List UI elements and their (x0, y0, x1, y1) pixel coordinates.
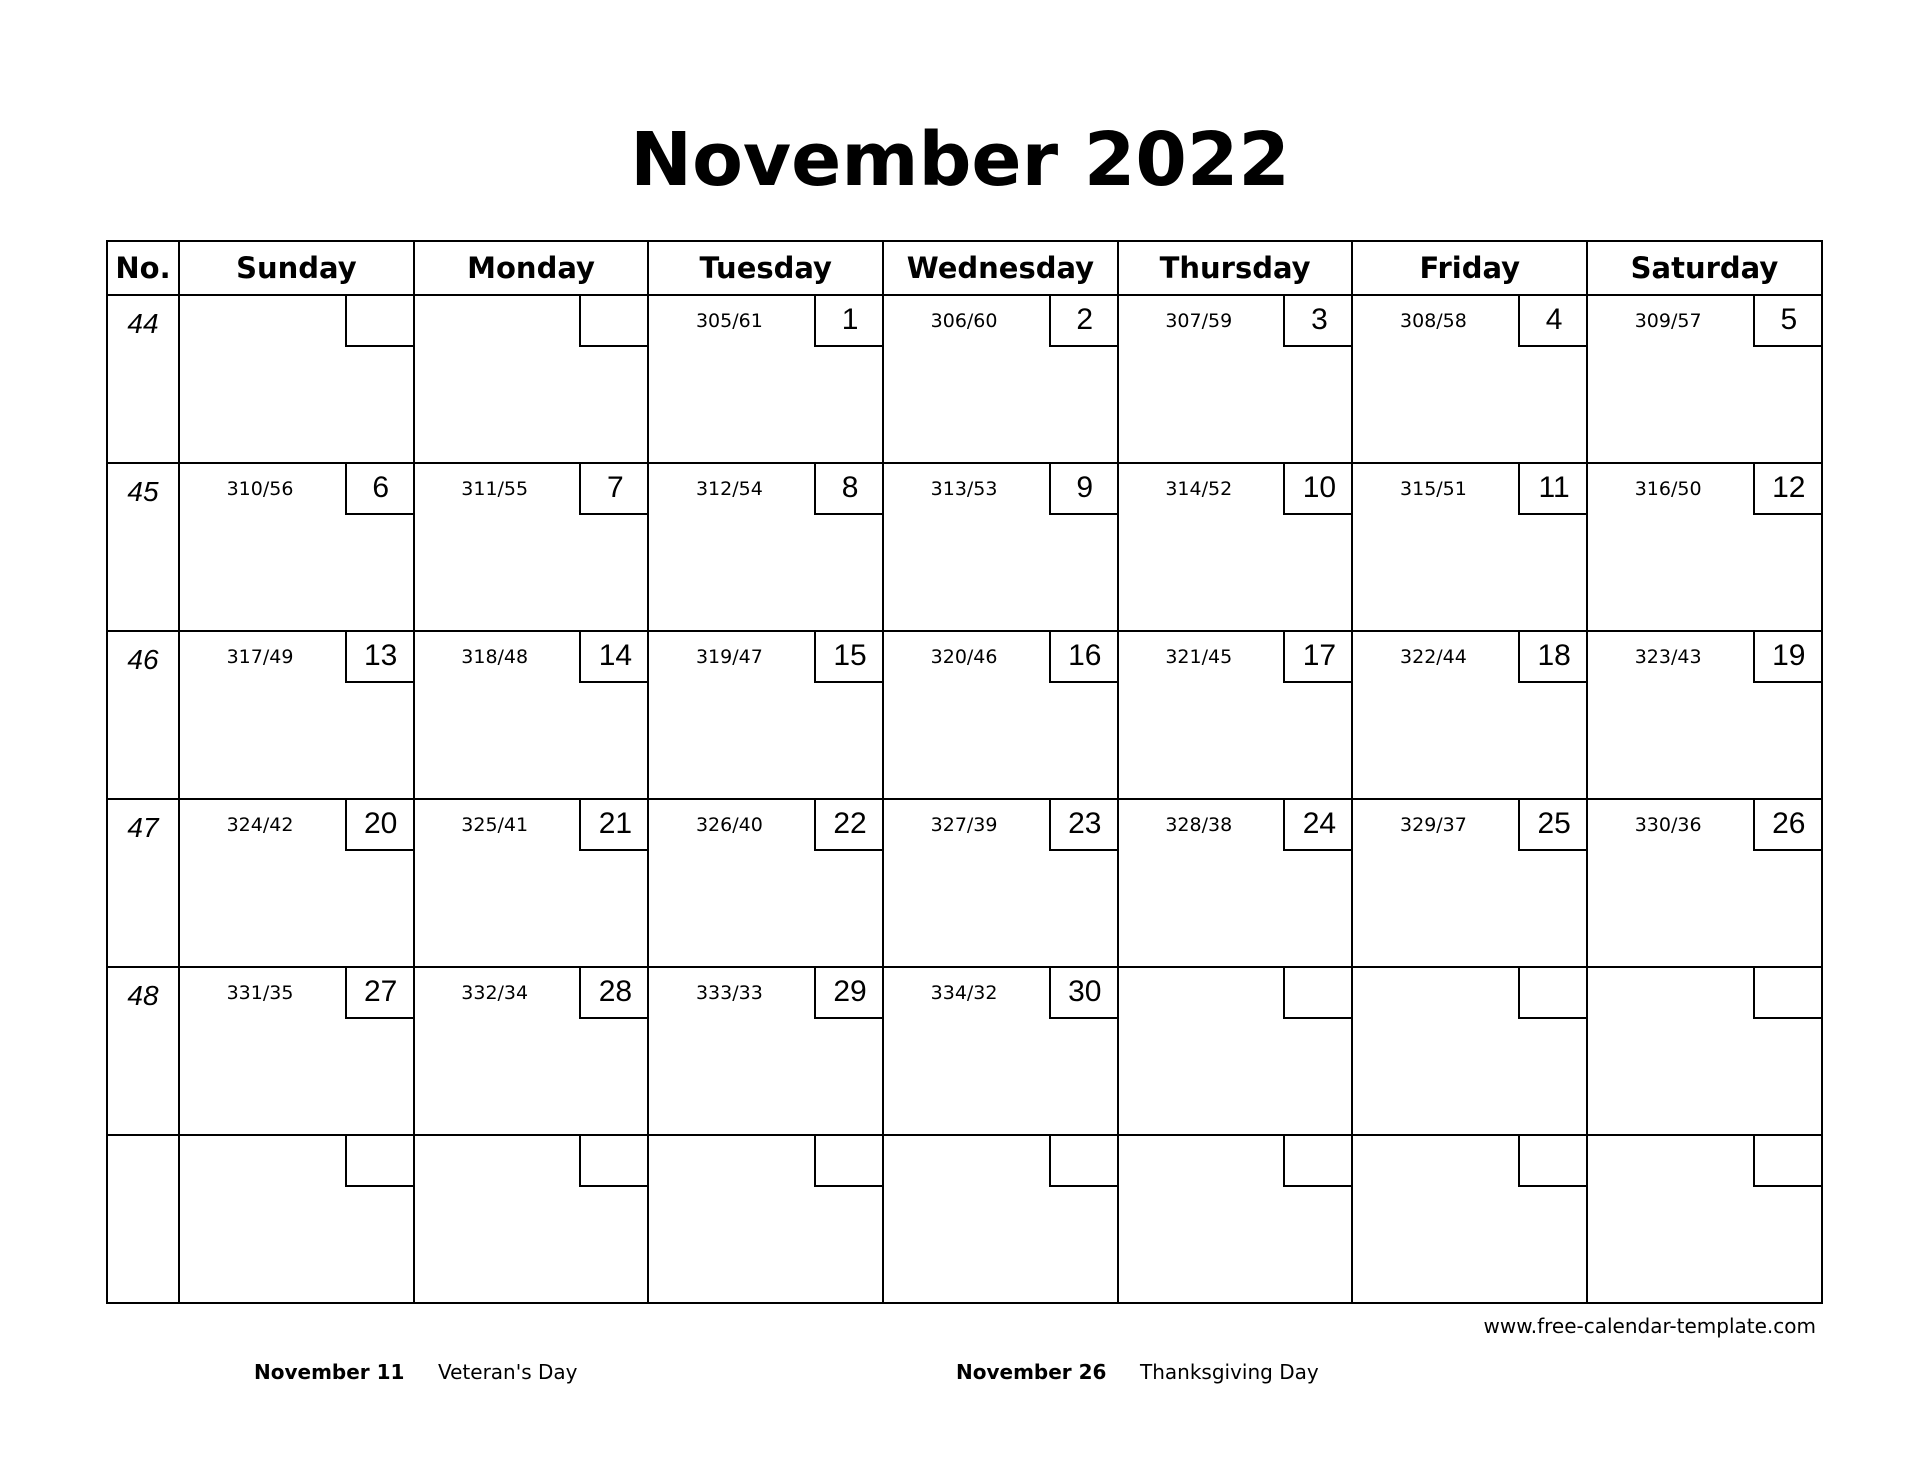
week-number: 44 (127, 308, 159, 339)
day-cell-friday[interactable] (1352, 967, 1587, 1135)
day-of-year: 330/36 (1634, 814, 1702, 836)
day-of-year: 325/41 (461, 814, 529, 836)
day-cell-content (415, 968, 648, 1134)
date-number-box (814, 1134, 884, 1187)
week-number-cell (107, 295, 179, 463)
day-of-year: 333/33 (695, 982, 763, 1004)
day-cell-content (1353, 1136, 1586, 1302)
week-number: 45 (127, 476, 159, 507)
day-of-year: 313/53 (930, 478, 998, 500)
day-cell-content (415, 632, 648, 798)
date-number-box (1049, 1134, 1119, 1187)
day-cell-content (1119, 968, 1352, 1134)
day-cell-saturday[interactable] (1587, 631, 1822, 799)
holiday-entry (254, 1360, 578, 1384)
day-cell-content (884, 296, 1117, 462)
date-number-box (345, 1134, 415, 1187)
day-of-year: 315/51 (1400, 478, 1467, 500)
day-of-year: 329/37 (1400, 814, 1467, 836)
day-cell-content (649, 632, 882, 798)
day-cell-content (1353, 632, 1586, 798)
weekday-header-saturday: Saturday (1587, 241, 1822, 295)
day-cell-thursday[interactable] (1118, 799, 1353, 967)
day-of-year: 305/61 (695, 310, 763, 332)
week-row (107, 967, 1822, 1135)
day-cell-friday[interactable] (1352, 799, 1587, 967)
day-cell-tuesday[interactable] (648, 463, 883, 631)
day-cell-content (1588, 632, 1821, 798)
date-number-box (579, 294, 649, 347)
day-of-year: 319/47 (695, 646, 763, 668)
day-cell-friday[interactable] (1352, 631, 1587, 799)
holiday-date: November 11 (254, 1360, 405, 1384)
week-number-cell (107, 1135, 179, 1303)
date-number-box: 27 (345, 966, 415, 1019)
day-of-year: 322/44 (1400, 646, 1467, 668)
day-cell-tuesday[interactable] (648, 295, 883, 463)
week-row (107, 631, 1822, 799)
date-number-box: 13 (345, 630, 415, 683)
day-cell-sunday[interactable] (179, 967, 414, 1135)
date-number-box: 19 (1753, 630, 1823, 683)
date-number-box: 6 (345, 462, 415, 515)
day-of-year: 307/59 (1165, 310, 1233, 332)
day-cell-tuesday[interactable] (648, 799, 883, 967)
day-cell-content (180, 464, 413, 630)
day-cell-content (180, 296, 413, 462)
date-number-box: 24 (1283, 798, 1353, 851)
date-number-box (1518, 1134, 1588, 1187)
day-of-year: 328/38 (1165, 814, 1233, 836)
week-number-cell (107, 967, 179, 1135)
date-number-box (1518, 966, 1588, 1019)
day-cell-content (649, 1136, 882, 1302)
week-number-header: No. (107, 241, 179, 295)
calendar-grid (106, 240, 1823, 1304)
day-cell-content (884, 1136, 1117, 1302)
day-cell-content (1588, 800, 1821, 966)
day-cell-content (884, 632, 1117, 798)
week-row (107, 463, 1822, 631)
date-number-box: 8 (814, 462, 884, 515)
day-of-year: 314/52 (1165, 478, 1233, 500)
day-cell-monday[interactable] (414, 799, 649, 967)
day-cell-tuesday[interactable] (648, 1135, 883, 1303)
website-url: www.free-calendar-template.com (1483, 1314, 1816, 1338)
day-cell-content (884, 464, 1117, 630)
day-cell-content (1119, 464, 1352, 630)
week-number-cell (107, 463, 179, 631)
weekday-header-tuesday: Tuesday (648, 241, 883, 295)
day-cell-wednesday[interactable] (883, 631, 1118, 799)
day-of-year: 320/46 (930, 646, 998, 668)
date-number-box: 14 (579, 630, 649, 683)
day-cell-wednesday[interactable] (883, 1135, 1118, 1303)
date-number-box: 3 (1283, 294, 1353, 347)
holiday-date: November 26 (956, 1360, 1107, 1384)
date-number-box: 29 (814, 966, 884, 1019)
weekday-header-friday: Friday (1352, 241, 1587, 295)
day-cell-wednesday[interactable] (883, 295, 1118, 463)
day-of-year: 332/34 (461, 982, 529, 1004)
day-of-year: 331/35 (226, 982, 294, 1004)
day-of-year: 310/56 (226, 478, 294, 500)
day-cell-sunday[interactable] (179, 631, 414, 799)
day-of-year: 312/54 (695, 478, 763, 500)
holiday-name: Veteran's Day (438, 1360, 578, 1384)
day-of-year: 327/39 (930, 814, 998, 836)
date-number-box: 18 (1518, 630, 1588, 683)
day-cell-content (884, 968, 1117, 1134)
day-cell-content (649, 968, 882, 1134)
day-of-year: 306/60 (930, 310, 998, 332)
day-cell-content (1353, 296, 1586, 462)
day-cell-wednesday[interactable] (883, 967, 1118, 1135)
date-number-box: 2 (1049, 294, 1119, 347)
week-number-cell (107, 631, 179, 799)
date-number-box (1753, 966, 1823, 1019)
day-cell-sunday[interactable] (179, 295, 414, 463)
day-cell-content (1588, 296, 1821, 462)
weekday-header-row (107, 241, 1822, 295)
day-cell-saturday[interactable] (1587, 967, 1822, 1135)
day-cell-thursday[interactable] (1118, 295, 1353, 463)
week-number: 48 (127, 980, 159, 1011)
week-number: 46 (127, 644, 159, 675)
date-number-box: 12 (1753, 462, 1823, 515)
day-cell-content (649, 464, 882, 630)
week-number: 47 (127, 812, 159, 843)
day-cell-sunday[interactable] (179, 463, 414, 631)
day-of-year: 334/32 (930, 982, 998, 1004)
day-of-year: 321/45 (1165, 646, 1233, 668)
day-cell-saturday[interactable] (1587, 463, 1822, 631)
day-cell-content (415, 464, 648, 630)
date-number-box: 16 (1049, 630, 1119, 683)
date-number-box: 30 (1049, 966, 1119, 1019)
day-cell-content (1588, 464, 1821, 630)
day-cell-wednesday[interactable] (883, 799, 1118, 967)
weekday-header-thursday: Thursday (1118, 241, 1353, 295)
day-cell-content (649, 296, 882, 462)
day-cell-content (884, 800, 1117, 966)
date-number-box: 1 (814, 294, 884, 347)
holiday-entry (956, 1360, 1319, 1384)
day-cell-content (1353, 800, 1586, 966)
day-cell-content (1119, 1136, 1352, 1302)
day-of-year: 309/57 (1634, 310, 1702, 332)
day-cell-content (1588, 1136, 1821, 1302)
day-of-year: 311/55 (461, 478, 529, 500)
day-cell-friday[interactable] (1352, 1135, 1587, 1303)
day-cell-content (415, 800, 648, 966)
date-number-box: 15 (814, 630, 884, 683)
day-cell-content (1353, 464, 1586, 630)
week-number-cell (107, 799, 179, 967)
calendar-title: November 2022 (630, 117, 1290, 203)
weekday-header-wednesday: Wednesday (883, 241, 1118, 295)
holiday-name: Thanksgiving Day (1140, 1360, 1319, 1384)
date-number-box: 23 (1049, 798, 1119, 851)
day-of-year: 317/49 (226, 646, 294, 668)
day-cell-saturday[interactable] (1587, 799, 1822, 967)
day-cell-content (649, 800, 882, 966)
date-number-box (345, 294, 415, 347)
day-cell-monday[interactable] (414, 463, 649, 631)
date-number-box (579, 1134, 649, 1187)
day-cell-thursday[interactable] (1118, 463, 1353, 631)
date-number-box: 25 (1518, 798, 1588, 851)
day-of-year: 308/58 (1400, 310, 1467, 332)
day-of-year: 316/50 (1634, 478, 1702, 500)
date-number-box: 21 (579, 798, 649, 851)
day-cell-tuesday[interactable] (648, 631, 883, 799)
day-cell-content (180, 968, 413, 1134)
date-number-box (1283, 1134, 1353, 1187)
date-number-box (1283, 966, 1353, 1019)
day-cell-thursday[interactable] (1118, 967, 1353, 1135)
date-number-box: 9 (1049, 462, 1119, 515)
date-number-box: 20 (345, 798, 415, 851)
week-row (107, 799, 1822, 967)
weekday-header-monday: Monday (414, 241, 649, 295)
day-cell-thursday[interactable] (1118, 631, 1353, 799)
date-number-box: 26 (1753, 798, 1823, 851)
weekday-header-sunday: Sunday (179, 241, 414, 295)
day-cell-monday[interactable] (414, 1135, 649, 1303)
day-cell-content (1119, 800, 1352, 966)
day-cell-saturday[interactable] (1587, 295, 1822, 463)
day-cell-content (1119, 296, 1352, 462)
day-of-year: 318/48 (461, 646, 529, 668)
date-number-box: 11 (1518, 462, 1588, 515)
date-number-box: 28 (579, 966, 649, 1019)
date-number-box (1753, 1134, 1823, 1187)
day-cell-tuesday[interactable] (648, 967, 883, 1135)
date-number-box: 5 (1753, 294, 1823, 347)
week-row (107, 295, 1822, 463)
week-number (108, 1136, 178, 1148)
week-row (107, 1135, 1822, 1303)
date-number-box: 7 (579, 462, 649, 515)
day-cell-friday[interactable] (1352, 295, 1587, 463)
calendar-body (107, 295, 1822, 1303)
day-cell-friday[interactable] (1352, 463, 1587, 631)
date-number-box: 17 (1283, 630, 1353, 683)
day-cell-monday[interactable] (414, 295, 649, 463)
date-number-box: 22 (814, 798, 884, 851)
day-cell-content (415, 296, 648, 462)
day-cell-content (1119, 632, 1352, 798)
day-of-year: 323/43 (1634, 646, 1702, 668)
day-cell-content (415, 1136, 648, 1302)
day-cell-saturday[interactable] (1587, 1135, 1822, 1303)
day-cell-sunday[interactable] (179, 1135, 414, 1303)
day-cell-content (180, 632, 413, 798)
date-number-box: 4 (1518, 294, 1588, 347)
day-cell-content (1588, 968, 1821, 1134)
day-of-year: 324/42 (226, 814, 294, 836)
day-cell-thursday[interactable] (1118, 1135, 1353, 1303)
day-cell-monday[interactable] (414, 631, 649, 799)
day-cell-sunday[interactable] (179, 799, 414, 967)
day-of-year: 326/40 (695, 814, 763, 836)
day-cell-wednesday[interactable] (883, 463, 1118, 631)
day-cell-content (1353, 968, 1586, 1134)
day-cell-content (180, 800, 413, 966)
day-cell-monday[interactable] (414, 967, 649, 1135)
date-number-box: 10 (1283, 462, 1353, 515)
day-cell-content (180, 1136, 413, 1302)
